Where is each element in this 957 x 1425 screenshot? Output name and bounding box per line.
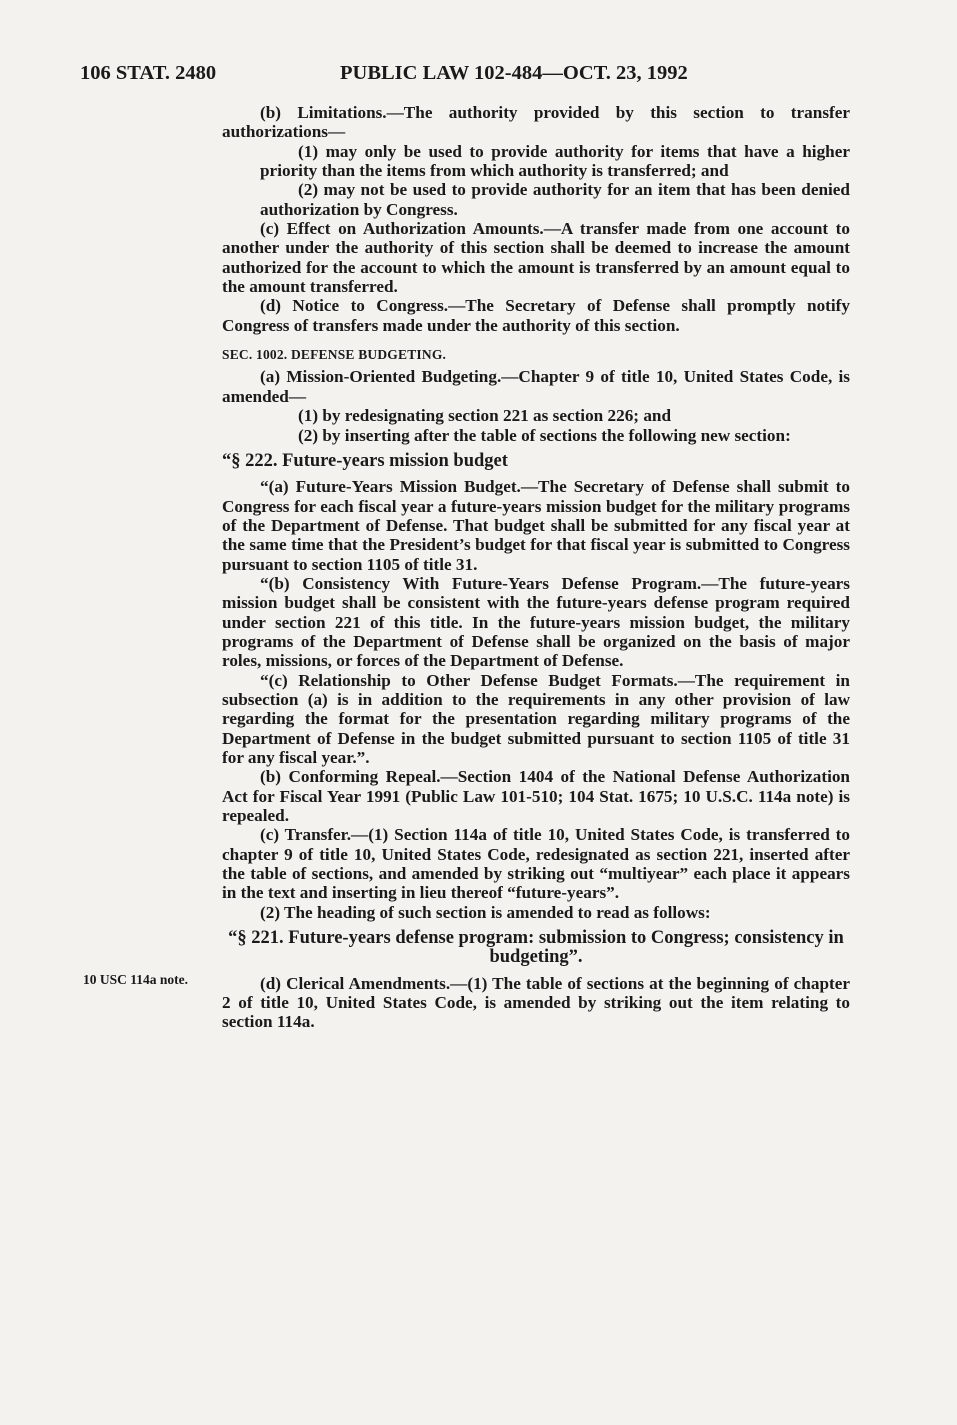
section-221-heading: “§ 221. Future-years defense program: submission to Congress; consistency in budgeting”. (228, 928, 844, 968)
paragraph-b1 (222, 142, 850, 181)
paragraph-quoted-c: “(c) Relationship to Other Defense Budget Formats.—The requirement in subsection (a) is in addition to the requirements in any other provision of law regarding the format for the presentation regarding military programs of the Department of Defense in the budget submitted pursuant to section 1105 of title 31 for any fiscal year.”. (222, 670, 850, 767)
document-body (222, 103, 850, 1032)
paragraph-d-notice: (d) Notice to Congress.—The Secretary of Defense shall promptly notify Congress of transfers made under the authority of this section. (222, 296, 850, 335)
public-law-date: PUBLIC LAW 102-484—OCT. 23, 1992 (340, 62, 688, 84)
paragraph-b2 (222, 180, 850, 219)
paragraph-a1 (222, 406, 850, 425)
paragraph-quoted-a: “(a) Future-Years Mission Budget.—The Secretary of Defense shall submit to Congress for each fiscal year a future-years mission budget for the military programs of the Department of Defense. That budget shall be submitted for any fiscal year at the same time that the President’s budget for that fiscal year is submitted to Congress pursuant to section 1105 of title 31. (222, 477, 850, 574)
paragraph-b-limitations: (b) Limitations.—The authority provided by this section to transfer authorizations— (222, 103, 850, 142)
paragraph-c2: (2) The heading of such section is amended to read as follows: (260, 902, 711, 922)
section-1002-heading: SEC. 1002. DEFENSE BUDGETING. (222, 347, 447, 363)
paragraph-d-clerical: (d) Clerical Amendments.—(1) The table of sections at the beginning of chapter 2 of title 10, United States Code, is amended by striking out the item relating to section 114a. (222, 973, 850, 1032)
margin-note: 10 USC 114a note. (83, 972, 189, 987)
paragraph-b-conforming-repeal: (b) Conforming Repeal.—Section 1404 of the National Defense Authorization Act for Fiscal Year 1991 (Public Law 101-510; 104 Stat. 1675; 10 U.S.C. 114a note) is repealed. (222, 767, 850, 826)
section-222-heading: “§ 222. Future-years mission budget (222, 450, 508, 471)
paragraph-quoted-b: “(b) Consistency With Future-Years Defense Program.—The future-years mission budget shall be consistent with the future-years defense program required under section 221 of this title. In the future-years mission budget, the military programs of the Department of Defense shall be organized on the basis of major roles, missions, or forces of the Department of Defense. (222, 573, 850, 671)
statute-page-number: 106 STAT. 2480 (80, 62, 217, 84)
paragraph-a2-text: (2) by inserting after the table of sections the following new section: (298, 425, 791, 445)
paragraph-a-mission: (a) Mission-Oriented Budgeting.—Chapter 9 of title 10, United States Code, is amended— (222, 367, 850, 406)
page-header (80, 62, 800, 85)
paragraph-c-transfer: (c) Transfer.—(1) Section 114a of title 10, United States Code, is transferred to chapter 9 of title 10, United States Code, redesignated as section 221, inserted after the table of sections, and amended by striking out “multiyear” each place it appears in the text and inserting in lieu thereof “future-years”. (222, 825, 850, 903)
paragraph-b1-text: (1) may only be used to provide authority for items that have a higher priority than the items from which authority is transferred; and (260, 141, 850, 181)
paragraph-c-effect: (c) Effect on Authorization Amounts.—A transfer made from one account to another under the authority of this section shall be deemed to increase the amount authorized for the account to which the amount is transferred by an amount equal to the amount transferred. (222, 219, 850, 297)
paragraph-b2-text: (2) may not be used to provide authority for an item that has been denied authorization by Congress. (260, 180, 850, 219)
paragraph-a1-text: (1) by redesignating section 221 as section 226; and (298, 406, 672, 426)
paragraph-a2 (222, 426, 850, 445)
